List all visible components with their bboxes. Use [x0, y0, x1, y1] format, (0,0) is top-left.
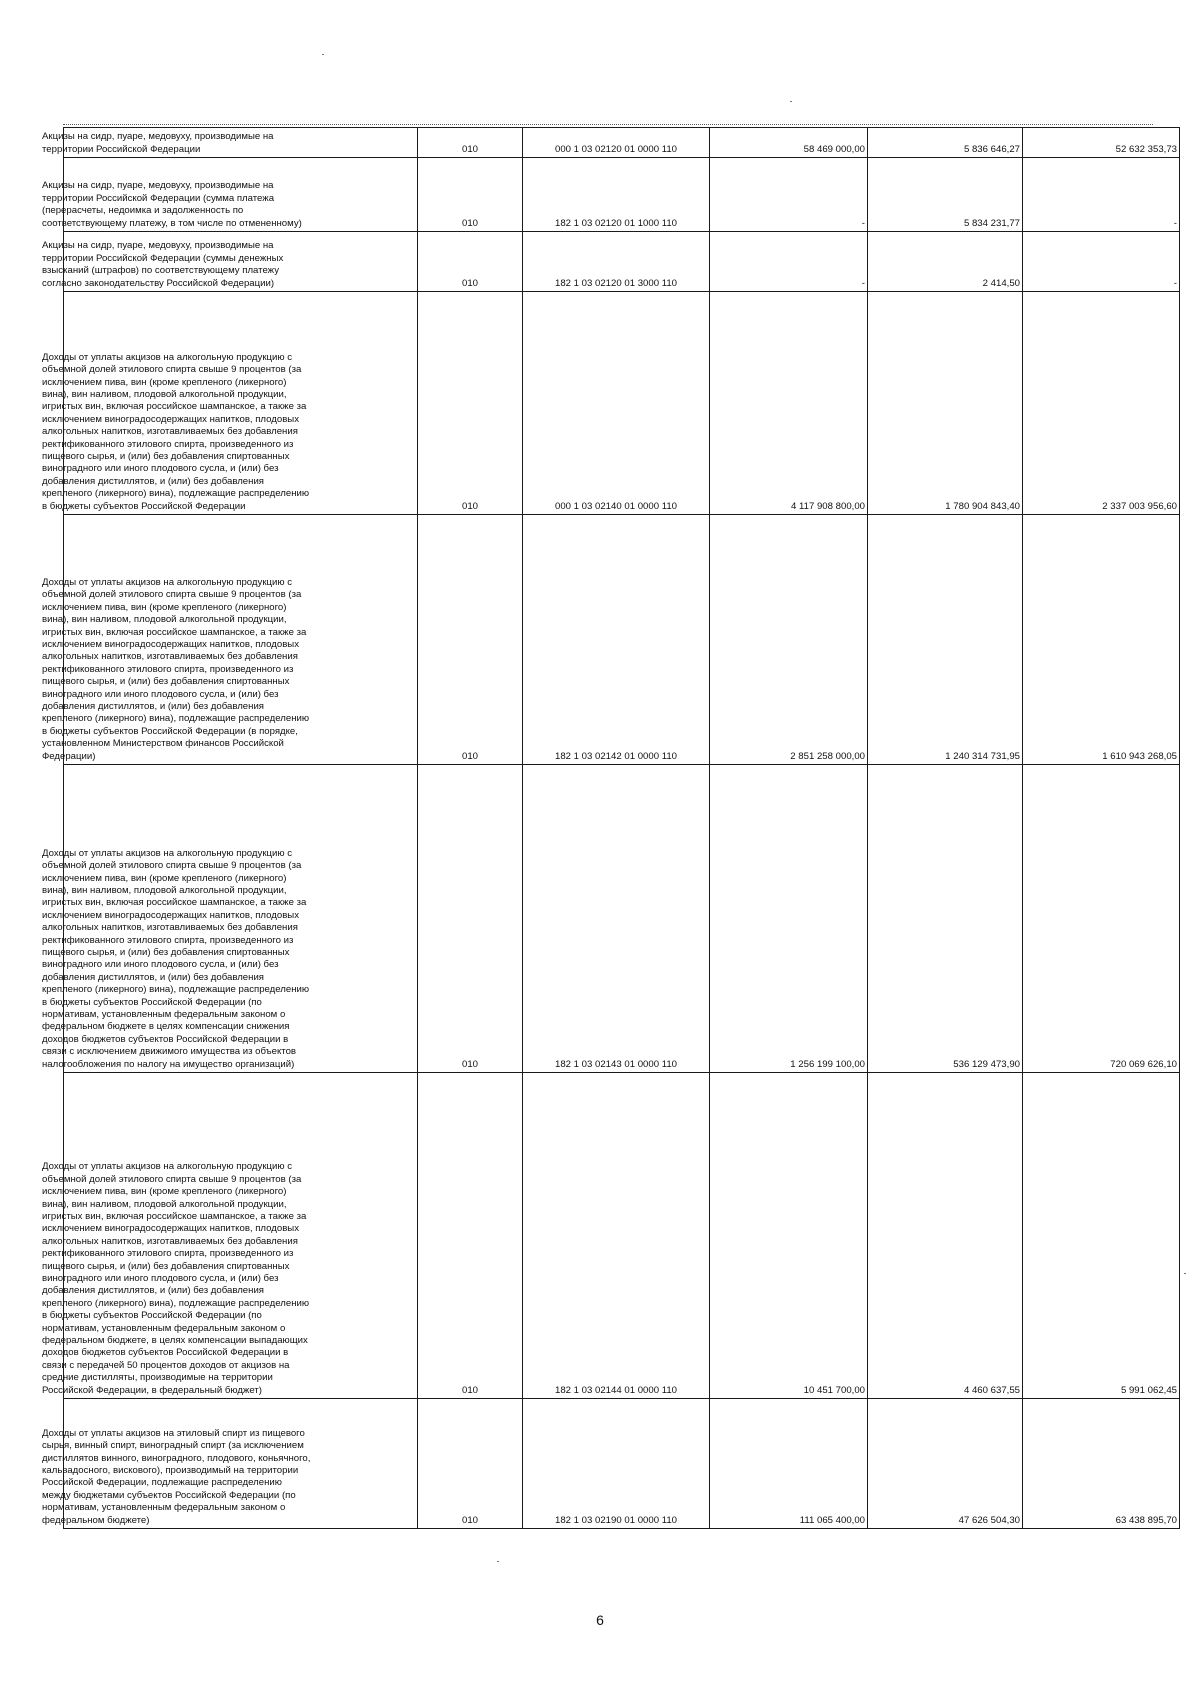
row-approved: - [710, 158, 868, 232]
row-budget-code: 182 1 03 02120 01 3000 110 [523, 232, 710, 292]
row-remaining: - [1023, 158, 1180, 232]
row-executed: 47 626 504,30 [868, 1399, 1023, 1529]
row-approved: 10 451 700,00 [710, 1073, 868, 1399]
row-remaining: 720 069 626,10 [1023, 765, 1180, 1073]
row-line-code: 010 [418, 232, 523, 292]
page-number: 6 [596, 1612, 604, 1628]
row-name-cell [42, 292, 418, 515]
table-row [64, 128, 1180, 158]
scan-speck [790, 101, 792, 102]
row-approved: 1 256 199 100,00 [710, 765, 868, 1073]
row-name-cell [42, 232, 418, 292]
table-row [64, 292, 1180, 515]
row-remaining: 5 991 062,45 [1023, 1073, 1180, 1399]
row-line-code: 010 [418, 1073, 523, 1399]
row-name-cell [42, 1399, 418, 1529]
scan-speck [322, 54, 324, 55]
row-budget-code: 182 1 03 02120 01 1000 110 [523, 158, 710, 232]
row-remaining: 2 337 003 956,60 [1023, 292, 1180, 515]
row-name: Акцизы на сидр, пуаре, медовуху, производимые на территории Российской Федерации (суммы денежных взысканий (штрафов) по соответствующему платежу согласно законодательству Российской Федерации) [42, 240, 284, 289]
row-name-cell [42, 1073, 418, 1399]
row-budget-code: 182 1 03 02190 01 0000 110 [523, 1399, 710, 1529]
row-name: Доходы от уплаты акцизов на алкогольную продукцию с объемной долей этилового спирта свыше 9 процентов (за исключением пива, вин (кроме крепленого (ликерного) вина), вин наливом, плодовой алкогольной продукции, игристых вин, включая российское шампанское, а также за исключением виноградосодержащих напитков, плодовых алкогольных напитков, изготавливаемых без добавления ректификованного этилового спирта, произведенного из пищевого сырья, и (или) без добавления спиртованных виноградного или иного плодового сусла, и (или) без добавления дистиллятов, и (или) без добавления крепленого (ликерного) вина), подлежащие распределению в бюджеты субъектов Российской Федерации (в порядке, установленном Министерством финансов Российской Федерации) [42, 576, 310, 762]
row-line-code: 010 [418, 128, 523, 158]
table-row [64, 515, 1180, 765]
row-line-code: 010 [418, 765, 523, 1073]
table-row [64, 765, 1180, 1073]
row-name-cell [42, 128, 418, 158]
row-executed: 5 836 646,27 [868, 128, 1023, 158]
row-executed: 1 780 904 843,40 [868, 292, 1023, 515]
row-name-cell [42, 158, 418, 232]
row-remaining: 63 438 895,70 [1023, 1399, 1180, 1529]
row-remaining: 52 632 353,73 [1023, 128, 1180, 158]
row-name: Акцизы на сидр, пуаре, медовуху, производимые на территории Российской Федерации (сумма платежа (перерасчеты, недоимка и задолженность по соответствующему платежу, в том числе по отмененному) [42, 180, 302, 229]
row-name-cell [42, 765, 418, 1073]
row-line-code: 010 [418, 292, 523, 515]
row-executed: 1 240 314 731,95 [868, 515, 1023, 765]
row-name: Доходы от уплаты акцизов на алкогольную продукцию с объемной долей этилового спирта свыше 9 процентов (за исключением пива, вин (кроме крепленого (ликерного) вина), вин наливом, плодовой алкогольной продукции, игристых вин, включая российское шампанское, а также за исключением виноградосодержащих напитков, плодовых алкогольных напитков, изготавливаемых без добавления ректификованного этилового спирта, произведенного из пищевого сырья, и (или) без добавления спиртованных виноградного или иного плодового сусла, и (или) без добавления дистиллятов, и (или) без добавления крепленого (ликерного) вина), подлежащие распределению в бюджеты субъектов Российской Федерации (по нормативам, установленным федеральным законом о федеральном бюджете, в целях компенсации выпадающих доходов бюджетов субъектов Российской Федерации в связи с передачей 50 процентов доходов от акцизов на средние дистилляты, производимые на территории Российской Федерации, в федеральный бюджет) [42, 1161, 310, 1396]
table-row [64, 1073, 1180, 1399]
row-line-code: 010 [418, 515, 523, 765]
row-executed: 4 460 637,55 [868, 1073, 1023, 1399]
row-line-code: 010 [418, 1399, 523, 1529]
row-approved: 111 065 400,00 [710, 1399, 868, 1529]
table-row [64, 158, 1180, 232]
row-approved: 4 117 908 800,00 [710, 292, 868, 515]
row-name: Акцизы на сидр, пуаре, медовуху, производимые на территории Российской Федерации [42, 131, 274, 155]
row-remaining: - [1023, 232, 1180, 292]
row-budget-code: 000 1 03 02120 01 0000 110 [523, 128, 710, 158]
row-executed: 5 834 231,77 [868, 158, 1023, 232]
row-budget-code: 182 1 03 02142 01 0000 110 [523, 515, 710, 765]
row-line-code: 010 [418, 158, 523, 232]
table-row [64, 1399, 1180, 1529]
report-sheet [42, 127, 1177, 1529]
row-name-cell [42, 515, 418, 765]
row-budget-code: 182 1 03 02143 01 0000 110 [523, 765, 710, 1073]
row-name: Доходы от уплаты акцизов на алкогольную продукцию с объемной долей этилового спирта свыше 9 процентов (за исключением пива, вин (кроме крепленого (ликерного) вина), вин наливом, плодовой алкогольной продукции, игристых вин, включая российское шампанское, а также за исключением виноградосодержащих напитков, плодовых алкогольных напитков, изготавливаемых без добавления ректификованного этилового спирта, произведенного из пищевого сырья, и (или) без добавления спиртованных виноградного или иного плодового сусла, и (или) без добавления дистиллятов, и (или) без добавления крепленого (ликерного) вина), подлежащие распределению в бюджеты субъектов Российской Федерации [42, 351, 310, 512]
scan-speck [1184, 1273, 1186, 1274]
revenue-table [42, 127, 1180, 1529]
row-executed: 2 414,50 [868, 232, 1023, 292]
row-name: Доходы от уплаты акцизов на алкогольную продукцию с объемной долей этилового спирта свыше 9 процентов (за исключением пива, вин (кроме крепленого (ликерного) вина), вин наливом, плодовой алкогольной продукции, игристых вин, включая российское шампанское, а также за исключением виноградосодержащих напитков, плодовых алкогольных напитков, изготавливаемых без добавления ректификованного этилового спирта, произведенного из пищевого сырья, и (или) без добавления спиртованных виноградного или иного плодового сусла, и (или) без добавления дистиллятов, и (или) без добавления крепленого (ликерного) вина), подлежащие распределению в бюджеты субъектов Российской Федерации (по нормативам, установленным федеральным законом о федеральном бюджете в целях компенсации снижения доходов бюджетов субъектов Российской Федерации в связи с исключением движимого имущества из объектов налогообложения по налогу на имущество организаций) [42, 847, 310, 1070]
row-approved: 58 469 000,00 [710, 128, 868, 158]
row-remaining: 1 610 943 268,05 [1023, 515, 1180, 765]
row-name: Доходы от уплаты акцизов на этиловый спирт из пищевого сырья, винный спирт, виноградный спирт (за исключением дистиллятов винного, виноградного, плодового, коньячного, кальвадосного, вискового), производимый на территории Российской Федерации, подлежащие распределению между бюджетами субъектов Российской Федерации (по нормативам, установленным федеральным законом о федеральном бюджете) [42, 1427, 311, 1526]
table-row [64, 232, 1180, 292]
row-approved: - [710, 232, 868, 292]
row-approved: 2 851 258 000,00 [710, 515, 868, 765]
row-budget-code: 182 1 03 02144 01 0000 110 [523, 1073, 710, 1399]
row-budget-code: 000 1 03 02140 01 0000 110 [523, 292, 710, 515]
scan-speck [497, 1561, 499, 1562]
row-executed: 536 129 473,90 [868, 765, 1023, 1073]
